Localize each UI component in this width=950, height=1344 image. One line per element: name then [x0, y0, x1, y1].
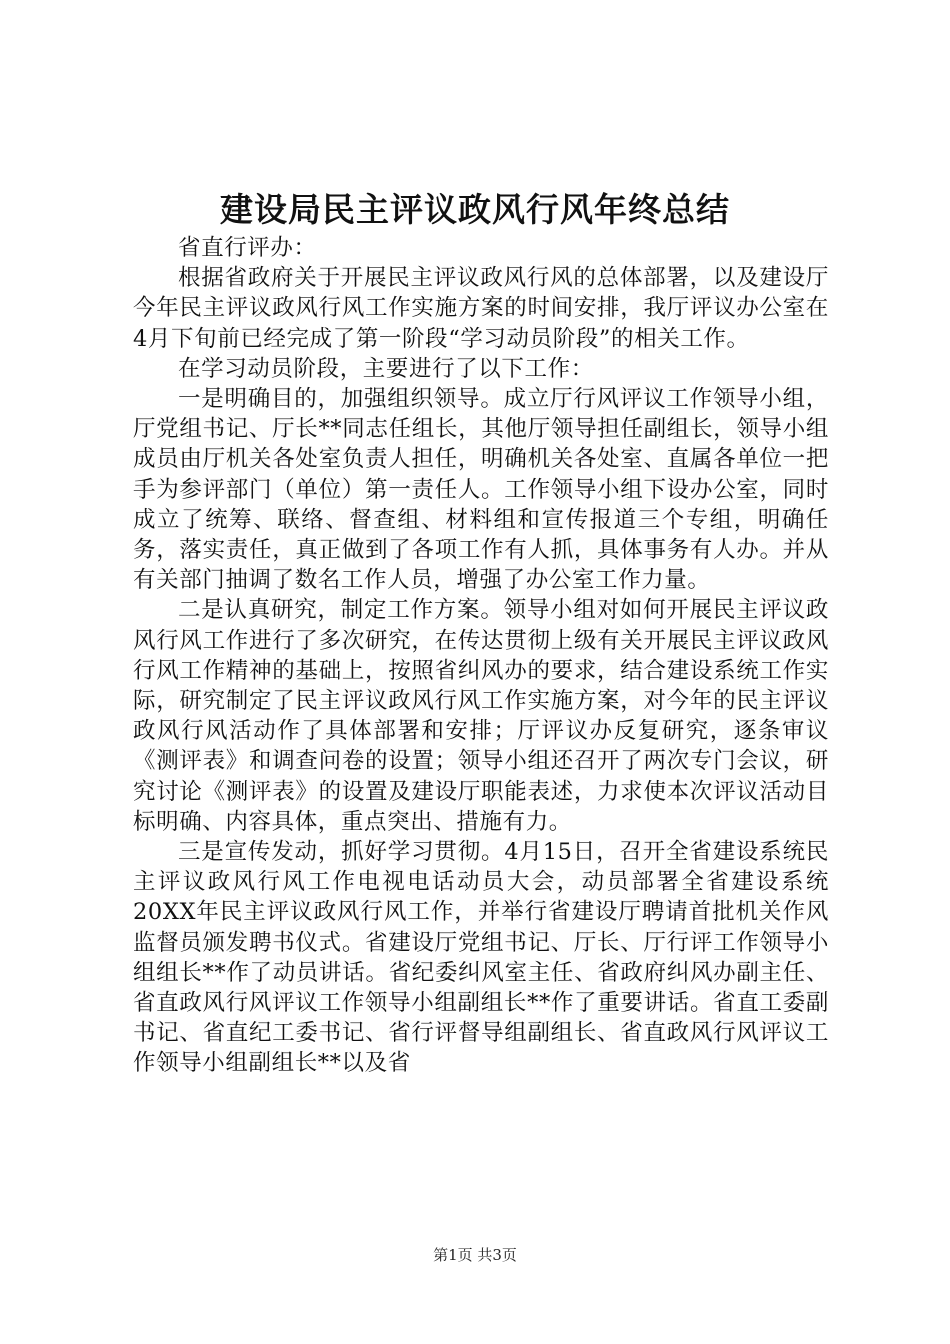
paragraph-stage-lead: 在学习动员阶段，主要进行了以下工作：	[178, 355, 594, 382]
paragraph-point-two: 二是认真研究，制定工作方案。领导小组对如何开展民主评议政风行风工作进行了多次研究，在传达贯彻上级有关开展民主评议政风行风工作精神的基础上，按照省纠风办的要求，结合建设系统工作实际，研究制定了民主评议政风行风工作实施方案，对今年的民主评议政风行风活动作了具体部署和安排；厅评议办反复研究，逐条审议《测评表》和调查问卷的设置；领导小组还召开了两次专门会议，研究讨论《测评表》的设置及建设厅职能表述，力求使本次评议活动目标明确、内容具体，重点突出、措施有力。	[133, 597, 829, 835]
document-body	[133, 233, 829, 1079]
paragraph-point-one: 一是明确目的，加强组织领导。成立厅行风评议工作领导小组，厅党组书记、厅长**同志任组长，其他厅领导担任副组长，领导小组成员由厅机关各处室负责人担任，明确机关各处室、直属各单位一把手为参评部门（单位）第一责任人。工作领导小组下设办公室，同时成立了统筹、联络、督查组、材料组和宣传报道三个专组，明确任务，落实责任，真正做到了各项工作有人抓，具体事务有人办。并从有关部门抽调了数名工作人员，增强了办公室工作力量。	[133, 386, 829, 594]
paragraph-salutation: 省直行评办：	[178, 235, 317, 261]
page-footer: 第1页 共3页	[433, 1246, 517, 1264]
paragraph-intro: 根据省政府关于开展民主评议政风行风的总体部署，以及建设厅今年民主评议政风行风工作实施方案的时间安排，我厅评议办公室在4月下旬前已经完成了第一阶段“学习动员阶段”的相关工作。	[133, 265, 829, 352]
paragraph-point-three: 三是宣传发动，抓好学习贯彻。4月15日，召开全省建设系统民主评议政风行风工作电视电话动员大会，动员部署全省建设系统20XX年民主评议政风行风工作，并举行省建设厅聘请首批机关作风监督员颁发聘书仪式。省建设厅党组书记、厅长、厅行评工作领导小组组长**作了动员讲话。省纪委纠风室主任、省政府纠风办副主任、省直政风行风评议工作领导小组副组长**作了重要讲话。省直工委副书记、省直纪工委书记、省行评督导组副组长、省直政风行风评议工作领导小组副组长**以及省	[133, 839, 829, 1077]
document-title: 建设局民主评议政风行风年终总结	[220, 190, 730, 229]
